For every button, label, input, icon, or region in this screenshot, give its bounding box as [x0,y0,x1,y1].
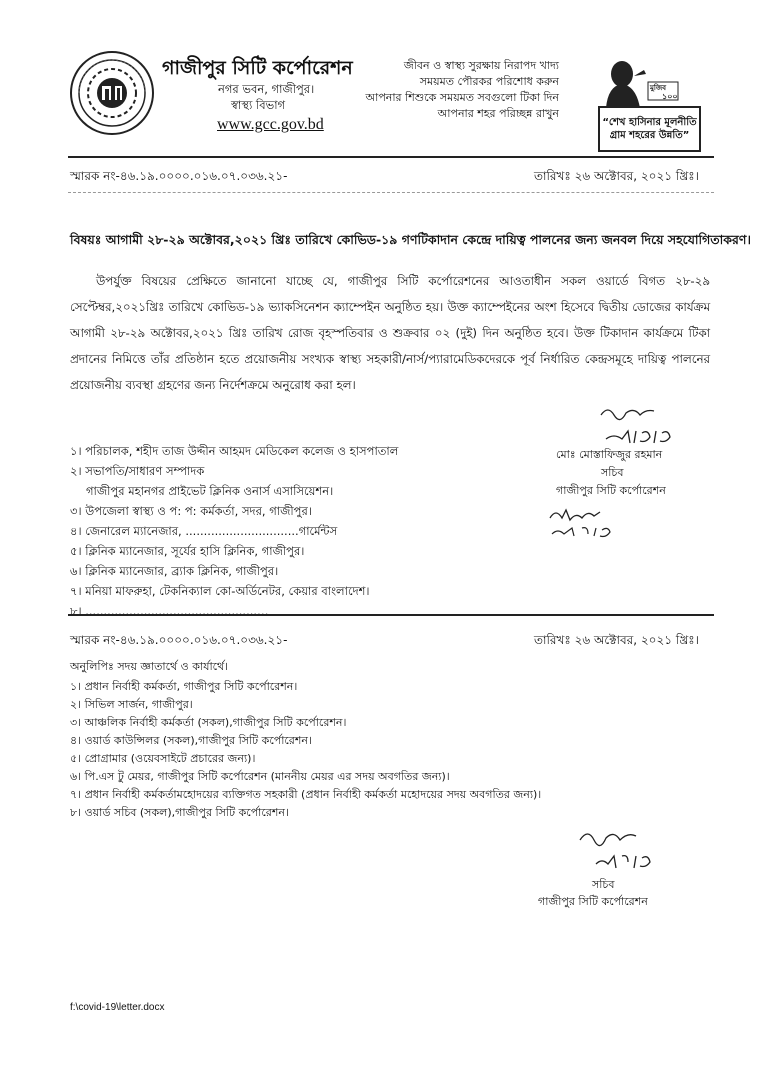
motto-box: “শেখ হাসিনার মূলনীতি গ্রাম শহরের উন্নতি” [598,106,701,152]
footer-file-path: f:\covid-19\letter.docx [70,1002,165,1013]
signatory-2-title: সচিব [592,878,615,891]
subject-line: বিষয়ঃ আগামী ২৮-২৯ অক্টোবর,২০২১ খ্রিঃ তারিখে কোভিড-১৯ গণটিকাদান কেন্দ্রে দায়িত্ব পালনের জন্য জনবল দিয়ে সহযোগিতাকরণ। [70,232,751,247]
recipient-list [70,441,398,621]
slogan-1: জীবন ও স্বাস্থ্য সুরক্ষায় নিরাপদ খাদ্য [403,59,559,72]
mujib-100-portrait-icon [600,52,690,108]
handwritten-initial-1 [546,504,636,540]
recipient-item: ৬। ক্লিনিক ম্যানেজার, ব্র্যাক ক্লিনিক, গাজীপুর। [70,564,279,578]
handwritten-signature-2 [576,826,676,874]
signatory-1-title: সচিব [601,466,624,479]
recipient-item: ৪। জেনারেল ম্যানেজার, ...............................গার্মেন্টস [70,524,338,538]
org-address: নগর ভবন, গাজীপুর। [218,82,315,96]
copy-item: ২। সিভিল সার্জন, গাজীপুর। [70,698,193,711]
copy-item: ৩। আঞ্চলিক নির্বাহী কর্মকর্তা (সকল),গাজীপুর সিটি কর্পোরেশন। [70,716,347,729]
signatory-1-org: গাজীপুর সিটি কর্পোরেশন [556,484,666,497]
copy-item: ৫। প্রোগ্রামার (ওয়েবসাইটে প্রচারের জন্য)। [70,752,256,765]
handwritten-signature-1 [596,403,696,448]
memo2-number: স্মারক নং-৪৬.১৯.০০০০.০১৬.০৭.০৩৬.২১- [70,633,288,647]
memo-rule [68,192,714,193]
svg-text:১০০: ১০০ [662,92,678,101]
copy-item: ১। প্রধান নির্বাহী কর্মকর্তা, গাজীপুর সিটি কর্পোরেশন। [70,680,298,693]
memo2-date: তারিখঃ ২৬ অক্টোবর, ২০২১ খ্রিঃ। [534,633,699,647]
copy-item: ৪। ওয়ার্ড কাউন্সিলর (সকল),গাজীপুর সিটি কর্পোরেশন। [70,734,312,747]
memo-date: তারিখঃ ২৬ অক্টোবর, ২০২১ খ্রিঃ। [534,169,699,183]
org-department: স্বাস্থ্য বিভাগ [231,98,286,112]
recipient-item: ৩। উপজেলা স্বাস্থ্য ও প: প: কর্মকর্তা, সদর, গাজীপুর। [70,504,312,518]
website-link[interactable]: www.gcc.gov.bd [217,116,324,133]
copy-item: ৬। পি.এস টু মেয়র, গাজীপুর সিটি কর্পোরেশন (মাননীয় মেয়র এর সদয় অবগতির জন্য)। [70,770,450,783]
recipient-item: ১। পরিচালক, শহীদ তাজ উদ্দীন আহমদ মেডিকেল কলেজ ও হাসপাতাল [70,444,399,458]
copy-list [70,678,541,822]
signatory-2-org: গাজীপুর সিটি কর্পোরেশন [538,895,648,908]
body-paragraph: উপর্যুক্ত বিষয়ের প্রেক্ষিতে জানানো যাচ্ছে যে, গাজীপুর সিটি কর্পোরেশনের আওতাধীন সকল ওয়ার্ডে বিগত ২৮-২৯ সেপ্টেম্বর,২০২১খ্রিঃ তারিখে কোভিড-১৯ ভ্যাকসিনেশন ক্যাম্পেইন অনুষ্ঠিত হয়। উক্ত ক্যাম্পেইনের অংশ হিসেবে দ্বিতীয় ডোজের কার্যক্রম আগামী ২৮-২৯ অক্টোবর,২০২১ খ্রিঃ তারিখ রোজ বৃহস্পতিবার ও শুক্রবার ০২ (দুই) দিন অনুষ্ঠিত হবে। উক্ত টিকাদান কার্যক্রমে টিকা প্রদানের নিমিত্তে তাঁর প্রতিষ্ঠান হতে প্রয়োজনীয় সংখ্যক স্বাস্থ্য সহকারী/নার্স/প্যারামেডিকদেরকে পূর্ব নির্ধারিত কেন্দ্রসমূহে দায়িত্ব পালনের প্রয়োজনীয় ব্যবস্থা গ্রহণের জন্য নির্দেশক্রমে অনুরোধ করা হল। [70,274,710,392]
org-name: গাজীপুর সিটি কর্পোরেশন [162,57,353,79]
copy-item: ৭। প্রধান নির্বাহী কর্মকর্তামহোদয়ের ব্যক্তিগত সহকারী (প্রধান নির্বাহী কর্মকর্তা মহোদয়ের সদয় অবগতির জন্য)। [70,788,542,801]
copy-heading: অনুলিপিঃ সদয় জ্ঞাতার্থে ও কার্যার্থে। [70,660,229,673]
svg-text:মুজিব: মুজিব [650,84,667,92]
recipient-item: ২। সভাপতি/সাধারণ সম্পাদক [70,464,205,478]
slogan-4: আপনার শহর পরিচ্ছন্ন রাখুন [437,107,559,120]
recipient-item: ৮। ...............................................… [70,604,269,618]
recipient-item: ৫। ক্লিনিক ম্যানেজার, সূর্যের হাসি ক্লিনিক, গাজীপুর। [70,544,305,558]
gcc-logo-icon [69,50,155,136]
section-rule [68,614,714,616]
slogan-3: আপনার শিশুকে সময়মত সবগুলো টিকা দিন [365,91,559,104]
copy-item: ৮। ওয়ার্ড সচিব (সকল),গাজীপুর সিটি কর্পোরেশন। [70,806,289,819]
slogan-2: সময়মত পৌরকর পরিশোধ করুন [419,75,559,88]
memo-number: স্মারক নং-৪৬.১৯.০০০০.০১৬.০৭.০৩৬.২১- [70,169,288,183]
signatory-1-name: মোঃ মোস্তাফিজুর রহমান [556,448,663,461]
recipient-item: ৭। মনিয়া মাফরুহা, টেকনিক্যাল কো-অর্ডিনেটর, কেয়ার বাংলাদেশ। [70,584,370,598]
header-rule [68,156,714,158]
recipient-item: গাজীপুর মহানগর প্রাইভেট ক্লিনিক ওনার্স এসাসিয়েশন। [86,484,334,498]
